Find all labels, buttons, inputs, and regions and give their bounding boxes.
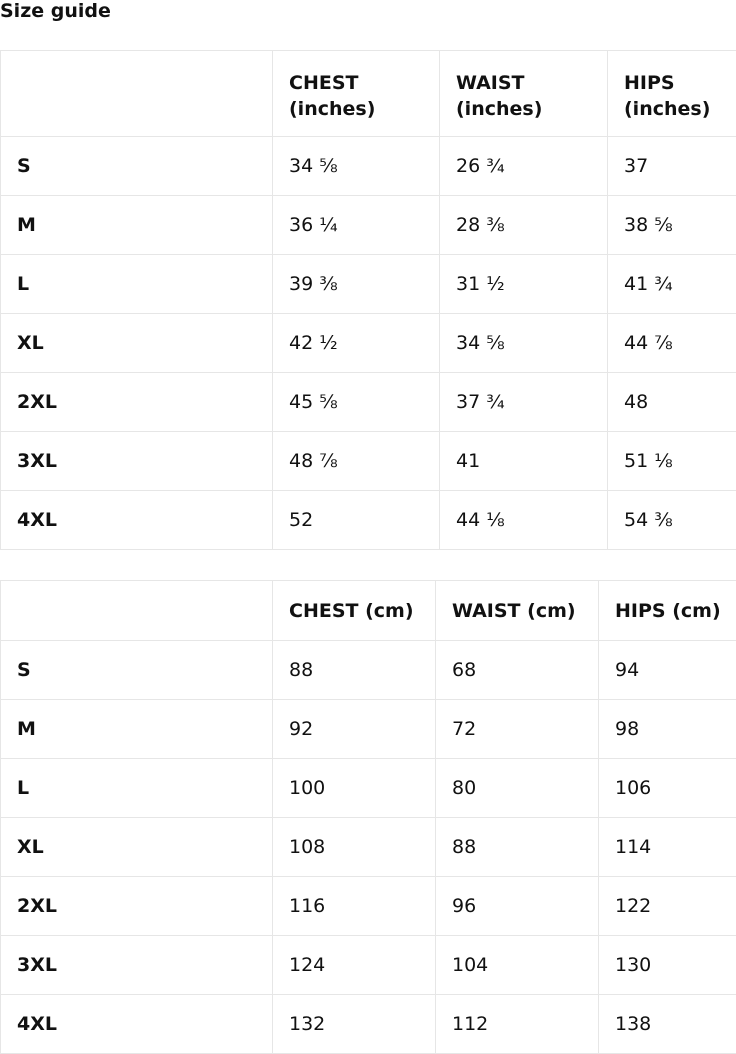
waist-value: 44 ⅛: [440, 491, 608, 550]
size-label: 2XL: [1, 877, 273, 936]
waist-value: 68: [436, 641, 599, 700]
hips-value: 94: [599, 641, 736, 700]
size-label: 3XL: [1, 936, 273, 995]
hips-value: 114: [599, 818, 736, 877]
header-hips-label: HIPS (inches): [624, 71, 711, 120]
table-row: [1, 818, 736, 877]
hips-value: 130: [599, 936, 736, 995]
waist-value: 80: [436, 759, 599, 818]
chest-value: 52: [273, 491, 440, 550]
table-row: [1, 995, 736, 1054]
chest-value: 116: [273, 877, 436, 936]
table-row: [1, 137, 736, 196]
table-row: [1, 700, 736, 759]
chest-value: 108: [273, 818, 436, 877]
header-chest: CHEST (cm): [273, 581, 436, 641]
size-label: 4XL: [1, 491, 273, 550]
page-title: Size guide: [0, 0, 111, 22]
hips-value: 37: [608, 137, 736, 196]
size-label: 3XL: [1, 432, 273, 491]
chest-value: 45 ⅝: [273, 373, 440, 432]
header-waist: WAIST (cm): [436, 581, 599, 641]
table-row: [1, 196, 736, 255]
chest-value: 36 ¼: [273, 196, 440, 255]
hips-value: 48: [608, 373, 736, 432]
waist-value: 37 ¾: [440, 373, 608, 432]
size-label: M: [1, 700, 273, 759]
size-label: M: [1, 196, 273, 255]
header-chest-label: CHEST (inches): [289, 71, 376, 120]
header-chest: [273, 51, 440, 137]
size-table-inches: [0, 50, 736, 550]
waist-value: 31 ½: [440, 255, 608, 314]
waist-value: 112: [436, 995, 599, 1054]
header-hips: [608, 51, 736, 137]
waist-value: 104: [436, 936, 599, 995]
waist-value: 88: [436, 818, 599, 877]
hips-value: 106: [599, 759, 736, 818]
table-header-row: [1, 51, 736, 137]
hips-value: 122: [599, 877, 736, 936]
table-row: [1, 641, 736, 700]
size-label: XL: [1, 314, 273, 373]
waist-value: 34 ⅝: [440, 314, 608, 373]
table-row: [1, 314, 736, 373]
header-waist-label: WAIST (inches): [456, 71, 543, 120]
chest-value: 100: [273, 759, 436, 818]
table-row: [1, 759, 736, 818]
header-waist: [440, 51, 608, 137]
waist-value: 28 ⅜: [440, 196, 608, 255]
size-label: 4XL: [1, 995, 273, 1054]
chest-value: 34 ⅝: [273, 137, 440, 196]
header-hips: HIPS (cm): [599, 581, 736, 641]
table-row: [1, 936, 736, 995]
size-label: XL: [1, 818, 273, 877]
chest-value: 124: [273, 936, 436, 995]
waist-value: 72: [436, 700, 599, 759]
table-row: [1, 373, 736, 432]
chest-value: 92: [273, 700, 436, 759]
hips-value: 51 ⅛: [608, 432, 736, 491]
hips-value: 41 ¾: [608, 255, 736, 314]
table-row: [1, 255, 736, 314]
size-label: S: [1, 641, 273, 700]
table-row: [1, 432, 736, 491]
hips-value: 54 ⅜: [608, 491, 736, 550]
table-row: [1, 491, 736, 550]
chest-value: 39 ⅜: [273, 255, 440, 314]
size-label: L: [1, 255, 273, 314]
waist-value: 96: [436, 877, 599, 936]
hips-value: 44 ⅞: [608, 314, 736, 373]
chest-value: 48 ⅞: [273, 432, 440, 491]
size-label: L: [1, 759, 273, 818]
size-label: 2XL: [1, 373, 273, 432]
chest-value: 42 ½: [273, 314, 440, 373]
hips-value: 98: [599, 700, 736, 759]
chest-value: 132: [273, 995, 436, 1054]
size-table-cm: [0, 580, 736, 1054]
header-size-cell: [1, 51, 273, 137]
waist-value: 26 ¾: [440, 137, 608, 196]
hips-value: 38 ⅝: [608, 196, 736, 255]
hips-value: 138: [599, 995, 736, 1054]
size-label: S: [1, 137, 273, 196]
header-size-cell: [1, 581, 273, 641]
waist-value: 41: [440, 432, 608, 491]
table-row: [1, 877, 736, 936]
table-header-row: [1, 581, 736, 641]
chest-value: 88: [273, 641, 436, 700]
